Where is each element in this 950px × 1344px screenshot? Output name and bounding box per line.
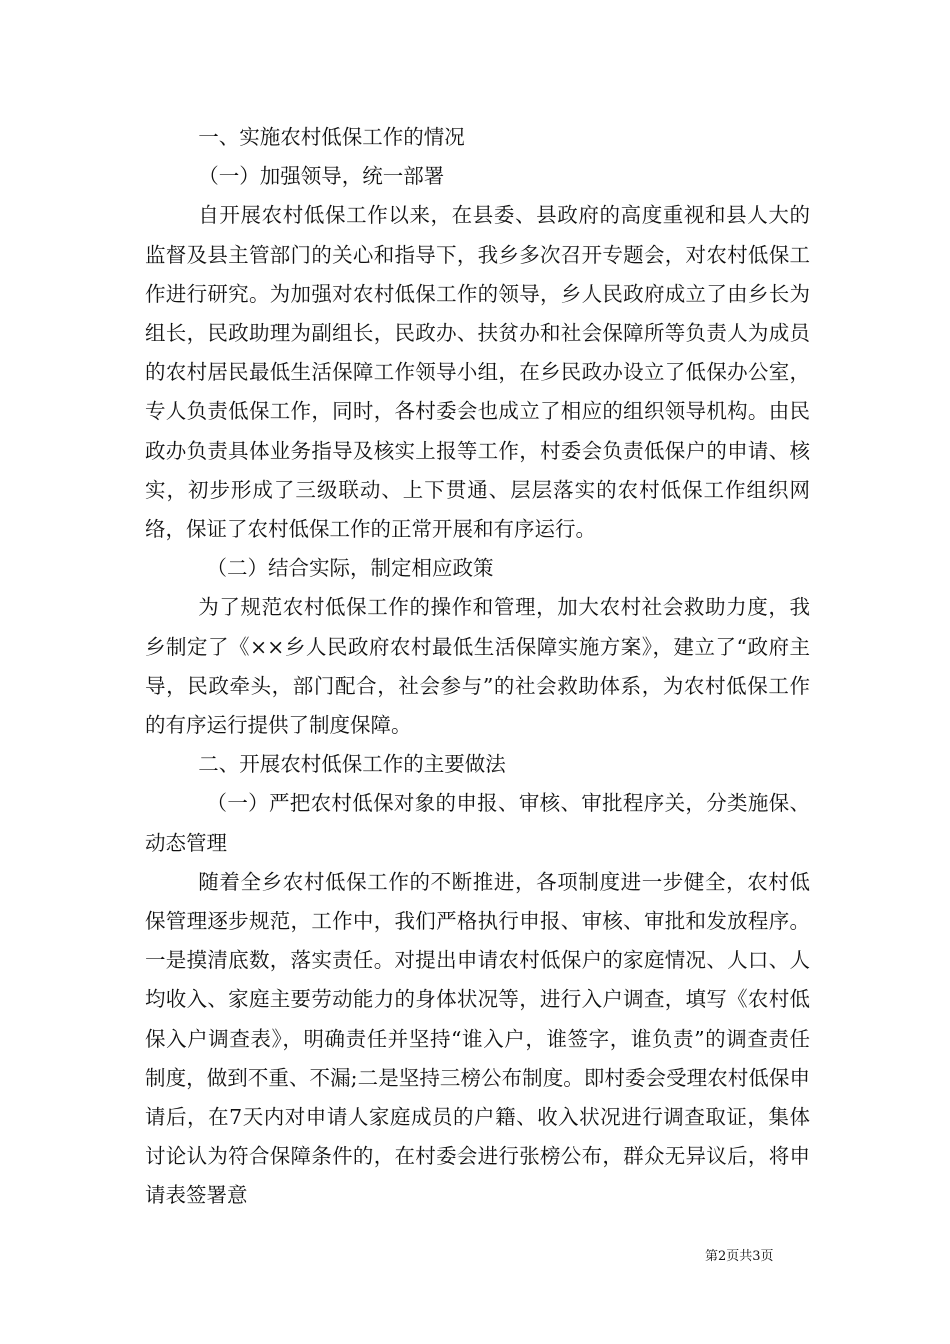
subsection-heading-1-1: （一）加强领导，统一部署 xyxy=(198,164,445,189)
section-heading-1: 一、实施农村低保工作的情况 xyxy=(198,125,465,149)
body-paragraph-3: 随着全乡农村低保工作的不断推进，各项制度进一步健全，农村低保管理逐步规范，工作中，我们严格执行申报、审核、审批和发放程序。一是摸清底数，落实责任。对提出申请农村低保户的家庭情况、人口、人均收入、家庭主要劳动能力的身体状况等，进行入户调查，填写《农村低保入户调查表》，明确责任并坚持“谁入户，谁签字，谁负责”的调查责任制度，做到不重、不漏;二是坚持三榜公布制度。即村委会受理农村低保申请后，在7天内对申请人家庭成员的户籍、收入状况进行调查取证，集体讨论认为符合保障条件的，在村委会进行张榜公布，群众无异议后，将申请表签署意 xyxy=(145,869,810,1208)
page-number: 第2页共3页 xyxy=(705,1249,774,1264)
document-body xyxy=(145,118,810,1216)
subsection-heading-2-1: （一）严把农村低保对象的申报、审核、审批程序关，分类施保、动态管理 xyxy=(145,791,810,855)
section-heading-2: 二、开展农村低保工作的主要做法 xyxy=(198,752,506,777)
body-paragraph-1: 自开展农村低保工作以来，在县委、县政府的高度重视和县人大的监督及县主管部门的关心和指导下，我乡多次召开专题会，对农村低保工作进行研究。为加强对农村低保工作的领导，乡人民政府成立了由乡长为组长，民政助理为副组长，民政办、扶贫办和社会保障所等负责人为成员的农村居民最低生活保障工作领导小组，在乡民政办设立了低保办公室，专人负责低保工作，同时，各村委会也成立了相应的组织领导机构。由民政办负责具体业务指导及核实上报等工作，村委会负责低保户的申请、核实，初步形成了三级联动、上下贯通、层层落实的农村低保工作组织网络，保证了农村低保工作的正常开展和有序运行。 xyxy=(145,203,810,542)
subsection-heading-1-2: （二）结合实际，制定相应政策 xyxy=(206,556,494,581)
body-paragraph-2: 为了规范农村低保工作的操作和管理，加大农村社会救助力度，我乡制定了《××乡人民政府农村最低生活保障实施方案》，建立了“政府主导，民政牵头，部门配合，社会参与”的社会救助体系，为农村低保工作的有序运行提供了制度保障。 xyxy=(145,595,810,738)
